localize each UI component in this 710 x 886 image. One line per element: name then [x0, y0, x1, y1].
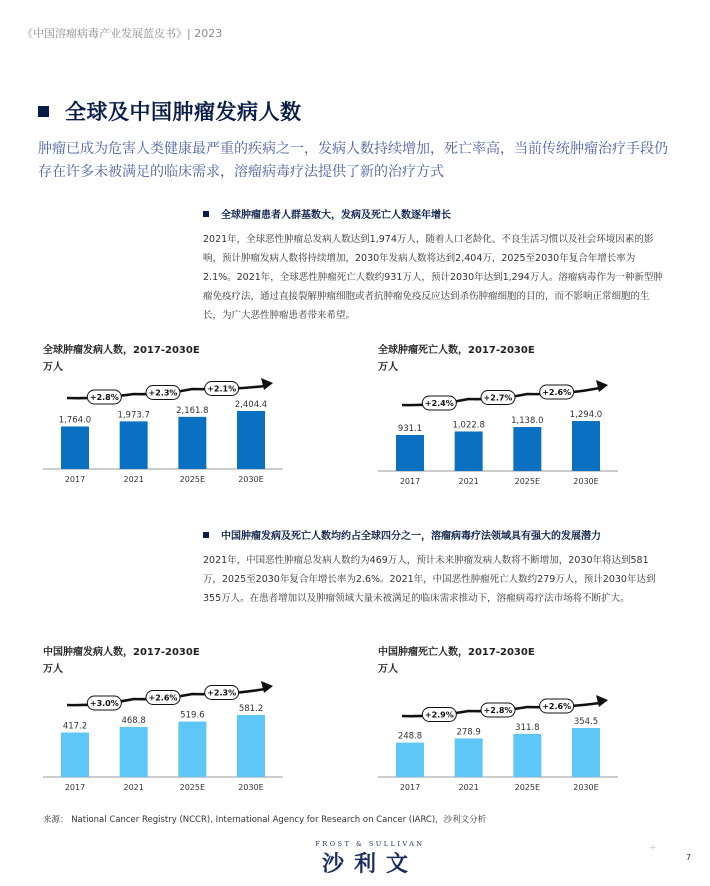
global-deaths-chart: [378, 341, 658, 491]
growth-rate-label: +2.1%: [207, 384, 237, 394]
tick-label: 2030E: [238, 475, 264, 484]
china-deaths-chart: [378, 643, 658, 798]
chart-canvas: [43, 341, 323, 491]
bar: [455, 431, 483, 471]
chart-canvas: [378, 341, 658, 491]
data-label: 1,294.0: [569, 410, 603, 420]
growth-rate-label: +2.6%: [148, 693, 178, 703]
data-label: 581.2: [238, 704, 264, 714]
chart-title: 中国肿瘤发病人数，2017-2030E: [43, 647, 200, 658]
report-header: 《中国溶瘤病毒产业发展蓝皮书》| 2023: [22, 27, 223, 40]
growth-arrow-head: [596, 695, 608, 707]
bar: [396, 743, 424, 777]
bar: [237, 411, 265, 469]
tick-label: 2021: [458, 783, 479, 792]
data-label: 2,404.4: [234, 400, 268, 410]
growth-rate-label: +2.7%: [483, 393, 513, 403]
bar: [396, 435, 424, 471]
bar: [178, 417, 206, 469]
data-label: 931.1: [397, 424, 423, 435]
bar: [61, 426, 89, 469]
tick-label: 2017: [64, 475, 86, 484]
tick-label: 2021: [458, 477, 479, 486]
data-label: 1,138.0: [511, 416, 544, 427]
chart-unit: 万人: [43, 362, 63, 373]
growth-arrow-head: [261, 378, 273, 390]
tick-label: 2030E: [573, 477, 599, 486]
growth-rate-label: +2.6%: [542, 388, 572, 397]
growth-rate-label: +2.3%: [148, 388, 178, 398]
data-label: 1,022.8: [452, 420, 485, 431]
frost-sullivan-logo: [300, 840, 440, 878]
global-incidence-chart: [43, 341, 323, 491]
logo-chinese: 沙利文: [321, 852, 418, 877]
tick-label: 2025E: [179, 475, 206, 484]
bar: [237, 715, 265, 777]
tick-label: 2017: [399, 783, 421, 792]
growth-rate-label: +2.3%: [207, 688, 237, 698]
bar: [120, 727, 148, 777]
growth-rate-label: +2.8%: [483, 706, 513, 715]
growth-arrow-head: [261, 681, 273, 693]
data-label: 1,973.7: [117, 410, 150, 421]
tick-label: 2025E: [514, 477, 541, 486]
data-label: 1,764.0: [58, 415, 92, 426]
tick-label: 2030E: [238, 783, 264, 792]
subtitle-square-marker: [203, 211, 209, 217]
chart-unit: 万人: [378, 362, 398, 373]
tick-label: 2017: [64, 783, 86, 792]
chart-title: 中国肿瘤死亡人数，2017-2030E: [378, 647, 535, 658]
bar: [61, 732, 89, 777]
data-label: 417.2: [62, 721, 88, 732]
chart-title: 全球肿瘤死亡人数，2017-2030E: [378, 345, 535, 356]
tick-label: 2021: [123, 783, 144, 792]
section-title-text: 全球及中国肿瘤发病人数: [65, 100, 302, 124]
bar: [120, 421, 148, 469]
chart-title: 全球肿瘤发病人数，2017-2030E: [43, 345, 200, 356]
data-label: 519.6: [180, 710, 205, 721]
chart-unit: 万人: [43, 664, 63, 675]
tick-label: 2021: [123, 475, 144, 484]
growth-rate-label: +2.8%: [89, 393, 119, 402]
growth-rate-label: +2.6%: [542, 702, 572, 711]
tick-label: 2025E: [514, 783, 541, 792]
china-paragraph: 2021年，中国恶性肿瘤总发病人数约为469万人，预计未来肿瘤发病人数将不断增加，2030年将达到581万，2025至2030年复合年增长率为2.6%。2021年，中国恶性肿瘤死亡人数约279万人，预计2030年达到355万人。在患者增加以及肿瘤领域大量未被满足的临床需求推动下，溶瘤病毒疗法市场将不断扩大。: [203, 555, 656, 604]
chart-unit: 万人: [378, 664, 398, 675]
china-subtitle: [203, 527, 601, 542]
global-subtitle-text: 全球肿瘤患者人群基数大，发病及死亡人数逐年增长: [221, 210, 451, 221]
tick-label: 2017: [399, 477, 421, 486]
intro-text: 肿瘤已成为危害人类健康最严重的疾病之一，发病人数持续增加，死亡率高，当前传统肿瘤治疗手段仍存在许多未被满足的临床需求，溶瘤病毒疗法提供了新的治疗方式: [38, 141, 668, 180]
data-label: 468.8: [121, 715, 146, 726]
bar: [572, 728, 600, 777]
bar: [455, 738, 483, 777]
chart-canvas: [43, 643, 323, 798]
tick-label: 2030E: [573, 783, 599, 792]
source-note: 来源： National Cancer Registry (NCCR), International Agency for Research on Cancer (IARC)，沙利文分析: [43, 815, 487, 825]
tick-label: 2025E: [179, 783, 206, 792]
bar: [513, 734, 541, 777]
data-label: 2,161.8: [176, 405, 209, 416]
crop-mark-icon: +: [649, 843, 657, 853]
china-incidence-chart: [43, 643, 323, 798]
logo-english: FROST & SULLIVAN: [315, 840, 425, 848]
data-label: 354.5: [573, 717, 599, 727]
data-label: 278.9: [456, 727, 481, 738]
global-paragraph: 2021年，全球恶性肿瘤总发病人数达到1,974万人，随着人口老龄化、不良生活习惯以及社会环境因素的影响，预计肿瘤发病人数将持续增加，2030年发病人数将达到2,404万，2025至2030年复合年增长率为2.1%。2021年，全球恶性肿瘤死亡人数约931万人，预计2030年达到1,294万人。溶瘤病毒作为一种新型肿瘤免疫疗法，通过直接裂解肿瘤细胞或者抗肿瘤免疫反应达到杀伤肿瘤细胞的目的，而不影响正常细胞的生长，为广大恶性肿瘤患者带来希望。: [203, 234, 663, 321]
global-subtitle: [203, 206, 451, 221]
bar: [178, 722, 206, 777]
growth-rate-label: +3.0%: [89, 699, 119, 708]
bar: [572, 421, 600, 471]
growth-rate-label: +2.9%: [424, 710, 454, 720]
bar: [513, 427, 541, 471]
data-label: 311.8: [515, 722, 540, 733]
chart-canvas: [378, 643, 658, 798]
growth-arrow-head: [596, 380, 608, 392]
growth-rate-label: +2.4%: [424, 399, 454, 408]
subtitle-square-marker: [203, 532, 209, 538]
title-square-marker: [38, 106, 49, 117]
section-title: [38, 96, 302, 126]
data-label: 248.8: [397, 731, 423, 742]
china-subtitle-text: 中国肿瘤发病及死亡人数均约占全球四分之一，溶瘤病毒疗法领域具有强大的发展潜力: [221, 531, 601, 542]
page-number: 7: [686, 853, 692, 862]
